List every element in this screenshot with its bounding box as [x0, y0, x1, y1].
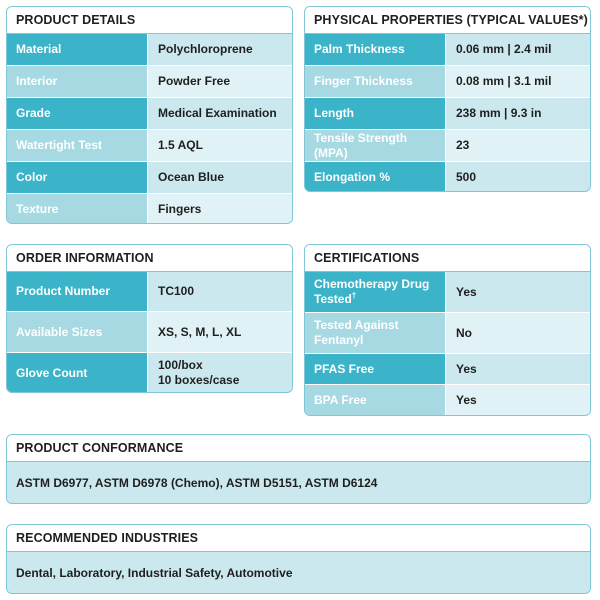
row-value [446, 98, 590, 129]
row-label: Texture [7, 194, 148, 224]
row-value [148, 353, 292, 393]
row-value-text: 0.08 mm | 3.1 mil [456, 74, 552, 88]
table-row [7, 34, 292, 66]
row-label: Grade [7, 98, 148, 129]
row-value-text: TC100 [158, 284, 195, 298]
row-label: Finger Thickness [305, 66, 446, 97]
row-label: Color [7, 162, 148, 193]
row-label-line-2 [314, 292, 356, 307]
row-value [148, 312, 292, 352]
row-label-line-2: Fentanyl [314, 333, 364, 347]
row-value-text: 0.06 mm | 2.4 mil [456, 42, 552, 56]
product-conformance-text: ASTM D6977, ASTM D6978 (Chemo), ASTM D5151, ASTM D6124 [7, 462, 590, 504]
row-label: Tensile Strength (MPA) [305, 130, 446, 161]
table-row [305, 98, 590, 130]
row-label: Material [7, 34, 148, 65]
row-label: BPA Free [305, 385, 446, 415]
row-label: Product Number [7, 272, 148, 311]
row-value [446, 34, 590, 65]
row-value-text: Ocean Blue [158, 170, 225, 184]
row-value-text: 23 [456, 138, 470, 152]
row-value-text: 1.5 AQL [158, 138, 203, 152]
table-row [7, 353, 292, 393]
physical-properties-title: PHYSICAL PROPERTIES (TYPICAL VALUES*) [305, 7, 590, 34]
row-value [446, 162, 590, 192]
row-value-text: No [456, 325, 472, 340]
row-value-text: Medical Examination [158, 106, 277, 120]
product-details-title: PRODUCT DETAILS [7, 7, 292, 34]
table-row [305, 34, 590, 66]
row-value [446, 272, 590, 312]
order-information-title: ORDER INFORMATION [7, 245, 292, 272]
table-row [7, 130, 292, 162]
row-value [446, 313, 590, 353]
row-value [446, 354, 590, 384]
row-value-line-1: 100/box [158, 358, 203, 372]
row-label: Available Sizes [7, 312, 148, 352]
table-row [305, 272, 590, 313]
row-value-text: Yes [456, 284, 477, 299]
row-value [446, 130, 590, 161]
row-value [148, 130, 292, 161]
row-value-text: Yes [456, 361, 477, 376]
row-value-line-2: 10 boxes/case [158, 373, 240, 387]
table-row [305, 66, 590, 98]
table-row [305, 354, 590, 385]
row-value [148, 34, 292, 65]
certifications-panel [304, 244, 591, 416]
table-row [305, 385, 590, 415]
row-value-text: Polychloroprene [158, 42, 253, 56]
table-row [305, 162, 590, 192]
row-label: PFAS Free [305, 354, 446, 384]
row-label [305, 313, 446, 353]
table-row [7, 66, 292, 98]
row-label: Interior [7, 66, 148, 97]
row-label [305, 272, 446, 312]
row-label-line-1: Tested Against [314, 318, 399, 332]
order-information-panel [6, 244, 293, 393]
row-label: Length [305, 98, 446, 129]
table-row [7, 98, 292, 130]
row-value-text: Yes [456, 392, 477, 407]
table-row [305, 130, 590, 162]
recommended-industries-title: RECOMMENDED INDUSTRIES [7, 525, 590, 552]
table-row [7, 162, 292, 194]
row-label: Glove Count [7, 353, 148, 393]
row-value-text: Powder Free [158, 74, 231, 88]
table-row [7, 194, 292, 224]
row-label: Watertight Test [7, 130, 148, 161]
row-value-text: 238 mm | 9.3 in [456, 106, 542, 120]
row-value [148, 66, 292, 97]
row-label-line-1: Chemotherapy Drug [314, 277, 430, 291]
certifications-title: CERTIFICATIONS [305, 245, 590, 272]
row-value [148, 272, 292, 311]
row-value-text: Fingers [158, 202, 202, 216]
table-row [7, 272, 292, 312]
row-value [148, 194, 292, 224]
table-row [7, 312, 292, 353]
row-value [446, 385, 590, 415]
row-value [148, 162, 292, 193]
dagger-footnote-mark: † [351, 291, 357, 300]
product-details-panel [6, 6, 293, 224]
product-conformance-panel [6, 434, 591, 504]
row-label: Palm Thickness [305, 34, 446, 65]
row-value [446, 66, 590, 97]
row-value [148, 98, 292, 129]
row-value-text: XS, S, M, L, XL [158, 324, 242, 339]
product-conformance-title: PRODUCT CONFORMANCE [7, 435, 590, 462]
physical-properties-panel [304, 6, 591, 192]
row-label-line-2-text: Tested [314, 292, 352, 306]
table-row [305, 313, 590, 354]
row-value-text: 500 [456, 170, 477, 184]
row-label: Elongation % [305, 162, 446, 192]
recommended-industries-text: Dental, Laboratory, Industrial Safety, Automotive [7, 552, 590, 594]
recommended-industries-panel [6, 524, 591, 594]
